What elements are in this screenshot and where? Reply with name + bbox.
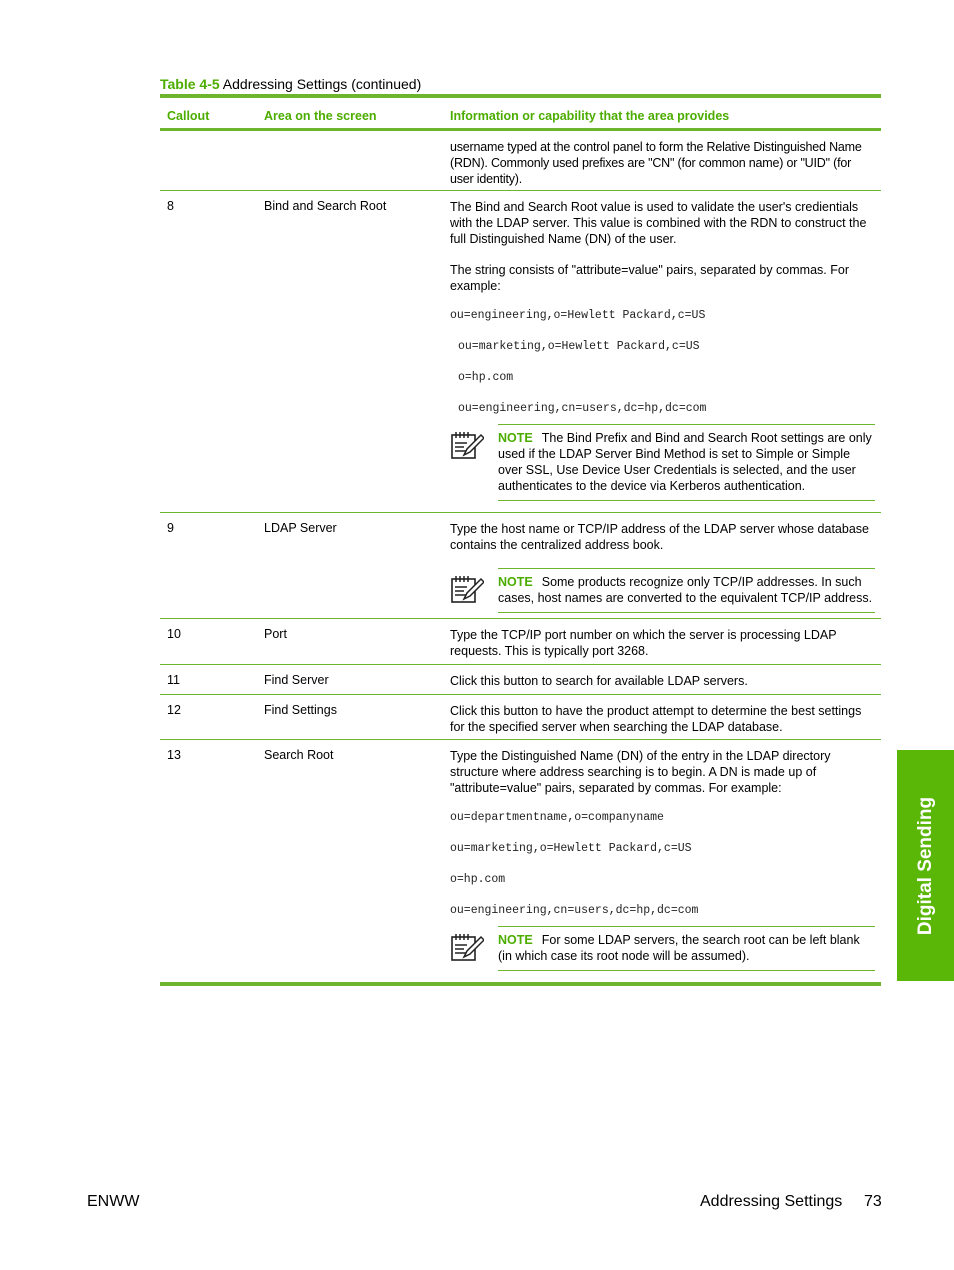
footer-section: Addressing Settings bbox=[700, 1193, 843, 1210]
code-example: ou=marketing,o=Hewlett Packard,c=US bbox=[450, 842, 692, 855]
info-text: The Bind and Search Root value is used to validate the user's credientials with the LDAP server. This value is combined with the RDN to construct the full Distinguished Name (DN) of the user. bbox=[450, 200, 867, 246]
area-cell: Find Settings bbox=[264, 703, 337, 717]
header-information: Information or capability that the area provides bbox=[450, 109, 730, 123]
info-text: Click this button to search for available LDAP servers. bbox=[450, 674, 748, 688]
note-pad-icon bbox=[450, 574, 484, 604]
note-box bbox=[498, 926, 875, 971]
info-text: Type the TCP/IP port number on which the server is processing LDAP requests. This is typically port 3268. bbox=[450, 628, 837, 658]
table-number: Table 4-5 bbox=[160, 76, 220, 92]
code-example: ou=engineering,cn=users,dc=hp,dc=com bbox=[458, 402, 707, 415]
table-row bbox=[160, 513, 881, 619]
header-callout: Callout bbox=[167, 109, 210, 123]
area-cell: LDAP Server bbox=[264, 521, 337, 535]
table-title: Addressing Settings (continued) bbox=[222, 76, 422, 92]
note-label: NOTE bbox=[498, 933, 533, 947]
table-row bbox=[160, 740, 881, 986]
callout-cell: 8 bbox=[167, 199, 174, 213]
note-text: For some LDAP servers, the search root can be left blank (in which case its root node will be assumed). bbox=[498, 933, 860, 963]
info-text: Click this button to have the product attempt to determine the best settings for the specified server when searching the LDAP database. bbox=[450, 704, 862, 734]
note-text: Some products recognize only TCP/IP addresses. In such cases, host names are converted to the equivalent TCP/IP address. bbox=[498, 575, 873, 605]
table-row bbox=[160, 619, 881, 665]
info-cell bbox=[450, 139, 877, 187]
info-text: username typed at the control panel to form the Relative Distinguished Name (RDN). Commonly used prefixes are "CN" (for common name) or "UID" (for user identity). bbox=[450, 140, 862, 186]
callout-cell: 13 bbox=[167, 748, 181, 762]
note-pad-icon bbox=[450, 430, 484, 460]
info-text: Type the Distinguished Name (DN) of the entry in the LDAP directory structure where address searching is to begin. A DN is made up of "attribute=value" pairs, separated by commas. For example: bbox=[450, 749, 831, 795]
code-example: o=hp.com bbox=[458, 371, 514, 384]
chapter-side-tab bbox=[897, 750, 954, 981]
code-example: ou=engineering,cn=users,dc=hp,dc=com bbox=[450, 904, 699, 917]
area-cell: Find Server bbox=[264, 673, 329, 687]
note-text: The Bind Prefix and Bind and Search Root settings are only used if the LDAP Server Bind Method is set to Simple or Simple over SSL, Use Device User Credentials is selected, and the user authenticates to the device via Kerberos authentication. bbox=[498, 431, 872, 493]
info-text: The string consists of "attribute=value" pairs, separated by commas. For example: bbox=[450, 263, 849, 293]
note-box bbox=[498, 568, 875, 613]
code-example: ou=marketing,o=Hewlett Packard,c=US bbox=[458, 340, 700, 353]
callout-cell: 12 bbox=[167, 703, 181, 717]
header-area: Area on the screen bbox=[264, 109, 377, 123]
info-cell bbox=[450, 521, 877, 605]
note-label: NOTE bbox=[498, 431, 533, 445]
table-header bbox=[160, 98, 881, 131]
addressing-settings-table bbox=[160, 94, 881, 986]
info-cell bbox=[450, 703, 877, 735]
info-cell bbox=[450, 627, 877, 659]
page-number: 73 bbox=[864, 1193, 882, 1210]
note-pad-icon bbox=[450, 932, 484, 962]
code-example: ou=engineering,o=Hewlett Packard,c=US bbox=[450, 309, 706, 322]
callout-cell: 10 bbox=[167, 627, 181, 641]
footer-left: ENWW bbox=[87, 1193, 140, 1210]
table-row bbox=[160, 131, 881, 191]
code-example: ou=departmentname,o=companyname bbox=[450, 811, 664, 824]
area-cell: Search Root bbox=[264, 748, 334, 762]
table-row bbox=[160, 191, 881, 513]
code-example: o=hp.com bbox=[450, 873, 506, 886]
info-text: Type the host name or TCP/IP address of the LDAP server whose database contains the centralized address book. bbox=[450, 522, 869, 552]
table-row bbox=[160, 695, 881, 740]
info-cell bbox=[450, 748, 877, 963]
table-row bbox=[160, 665, 881, 695]
area-cell: Bind and Search Root bbox=[264, 199, 387, 213]
info-cell bbox=[450, 673, 877, 689]
chapter-side-tab-label: Digital Sending bbox=[914, 796, 936, 935]
table-caption bbox=[160, 76, 421, 92]
note-label: NOTE bbox=[498, 575, 533, 589]
callout-cell: 9 bbox=[167, 521, 174, 535]
note-box bbox=[498, 424, 875, 501]
callout-cell: 11 bbox=[167, 673, 180, 687]
info-cell bbox=[450, 199, 877, 493]
area-cell: Port bbox=[264, 627, 287, 641]
